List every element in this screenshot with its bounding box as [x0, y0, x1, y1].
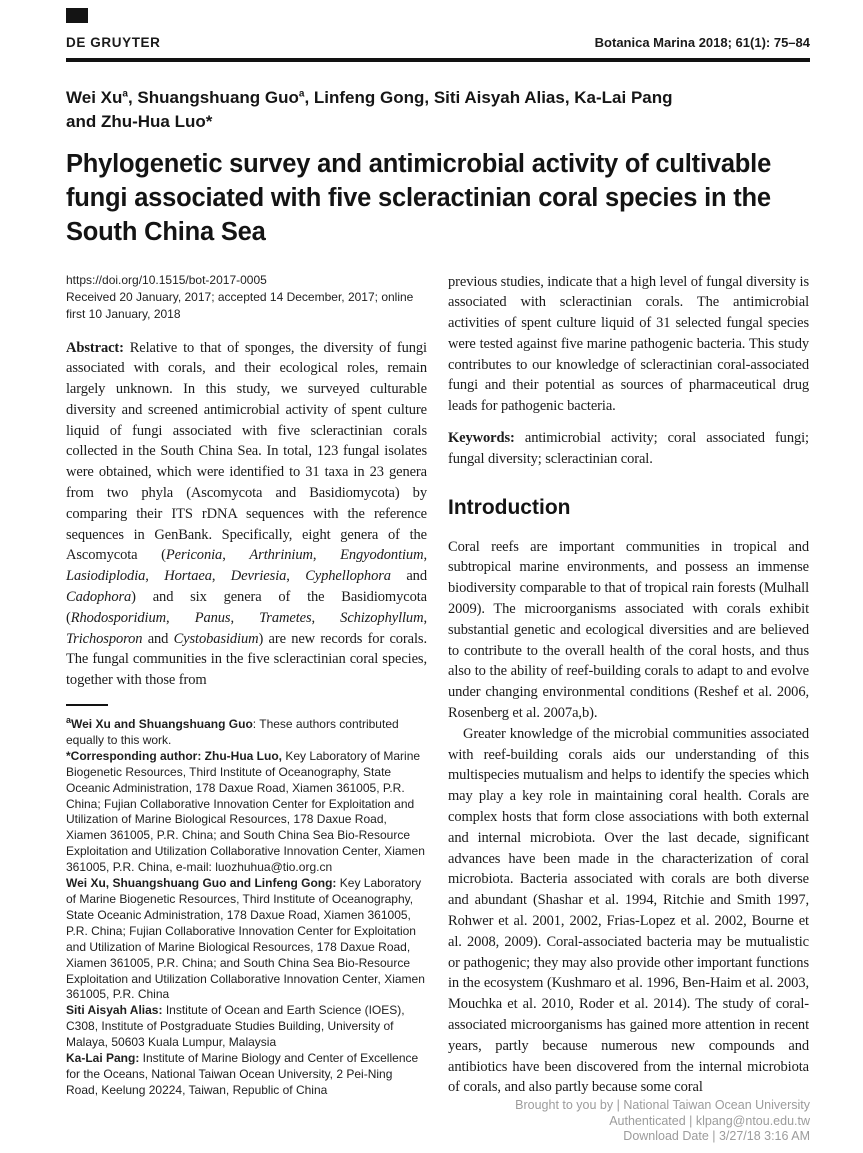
- stamp-authenticated-line: Authenticated | klpang@ntou.edu.tw: [609, 1113, 810, 1128]
- two-column-body: [66, 272, 810, 1099]
- footnote-affiliation-pang: Ka-Lai Pang: Institute of Marine Biology and Center of Excellence for the Oceans, National Taiwan Ocean University, 2 Pei-Ning Road, Keelung 20224, Taiwan, Republic of China: [66, 1051, 419, 1097]
- doi-block: [66, 272, 427, 323]
- section-heading-introduction: Introduction: [448, 495, 571, 519]
- footnote-affiliation-xu-guo-gong: Wei Xu, Shuangshuang Guo and Linfeng Gong: Key Laboratory of Marine Biogenetic Resources, Third Institute of Oceanography, State Oceanic Administration, 178 Daxue Road, Xiamen 361005, P.R. China; Fujian Collaborative Innovation Center for Exploitation and Utilization of Marine Biological Resources, 178 Daxue Road, Xiamen 361005, P.R. China; and South China Sea Bio-Resource Exploitation and Utilization Collaborative Innovation Center, Xiamen 361005, P.R. China: [66, 876, 425, 1002]
- doi-url: https://doi.org/10.1515/bot-2017-0005: [66, 272, 267, 287]
- article-first-page: [66, 0, 810, 1099]
- right-column: [448, 272, 809, 1099]
- article-title: Phylogenetic survey and antimicrobial activity of cultivable fungi associated with five scleractinian coral species in the South China Sea: [66, 149, 772, 246]
- stamp-provider-line: Brought to you by | National Taiwan Ocean University: [515, 1098, 810, 1112]
- journal-citation: Botanica Marina 2018; 61(1): 75–84: [594, 35, 810, 50]
- keywords-paragraph: Keywords: antimicrobial activity; coral associated fungi; fungal diversity; scleractinian coral.: [448, 430, 809, 467]
- authors-block: [66, 86, 810, 134]
- article-history: Received 20 January, 2017; accepted 14 December, 2017; online first 10 January, 2018: [66, 289, 414, 321]
- masthead: [66, 35, 810, 50]
- stamp-download-date-line: Download Date | 3/27/18 3:16 AM: [623, 1129, 810, 1143]
- introduction-paragraph-1: Coral reefs are important communities in tropical and subtropical marine environments, and possess an immense biodiversity comparable to that of tropical rain forests (Mulhall 2009). The microorganisms associated with corals exhibit substantial genetic and ecological diversities and are believed to contribute to the overall health of the coral hosts, and thus also to the ability of reef-building corals to adapt to and evolve under changing environmental conditions (Reshef et al. 2006, Rosenberg et al. 2007a,b).: [448, 538, 809, 722]
- footnote-equal-contribution: $^a$Wei Xu and Shuangshuang Guo: These authors contributed equally to this work.: [66, 715, 399, 747]
- abstract-continuation: previous studies, indicate that a high level of fungal diversity is associated with scleractinian corals. The antimicrobial activities of spent culture liquid of 31 selected fungal species were tested against five marine pathogenic bacteria. This study contributes to our knowledge of scleractinian coral-associated fungi and their potential as sources of pharmaceutical drug leads for pathogenic bacteria.: [448, 273, 809, 415]
- footnote-separator-rule: [66, 704, 108, 706]
- abstract-paragraph: Abstract: Relative to that of sponges, the diversity of fungi associated with corals, and their ecological roles, remain largely unknown. In this study, we surveyed culturable diversity and screened antimicrobial activity of spent culture liquid of fungi associated with five scleractinian corals collected in the South China Sea. In total, 123 fungal isolates were obtained, which were identified to 31 taxa in 23 genera from two phyla (Ascomycota and Basidiomycota) by comparing their ITS rDNA sequences with the reference sequences in GenBank. Specifically, eight genera of the Ascomycota (Periconia, Arthrinium, Engyodontium, Lasiodiplodia, Hortaea, Devriesia, Cyphellophora and Cadophora) and six genera of the Basidiomycota (Rhodosporidium, Panus, Trametes, Schizophyllum, Trichosporon and Cystobasidium) are new records for corals. The fungal communities in the five scleractinian coral species, together with those from: [66, 339, 427, 689]
- introduction-paragraph-2: Greater knowledge of the microbial communities associated with reef-building corals aids our understanding of this multispecies mutualism and helps to identify the species which may play a key role in maintaining coral health. Corals are complex hosts that form close associations with both external and internal microbiota. Over the last decade, significant advances have been made in the characterization of coral microbiota. Bacteria associated with corals are both diverse and abundant (Shashar et al. 1994, Ritchie and Smith 1997, Rohwer et al. 2001, 2002, Frias-Lopez et al. 2002, Bourne et al. 2008, 2009). Coral-associated bacteria may be mutualistic or pathogenic; they may also provide other important functions in the ecosystem (Kushmaro et al. 1996, Ben-Haim et al. 2003, Mouchka et al. 2010, Roder et al. 2014). The study of coral-associated microorganisms has gained more attention in recent years, partly because numerous new compounds and antibiotics have been discovered from the internal microbiota of corals, and also partly because some coral: [448, 725, 809, 1096]
- footnotes-block: [66, 713, 427, 1099]
- de-gruyter-logo-icon: [66, 8, 88, 23]
- left-column: [66, 272, 427, 1099]
- download-stamp: [515, 1098, 810, 1145]
- header-rule: [66, 58, 810, 62]
- authors-line-2: and Zhu-Hua Luo*: [66, 111, 213, 131]
- footnote-corresponding-author: *Corresponding author: Zhu-Hua Luo, Key Laboratory of Marine Biogenetic Resources, Third Institute of Oceanography, State Oceanic Administration, 178 Daxue Road, Xiamen 361005, P.R. China; Fujian Collaborative Innovation Center for Exploitation and Utilization of Marine Biological Resources, 178 Daxue Road, Xiamen 361005, P.R. China; and South China Sea Bio-Resource Exploitation and Utilization Collaborative Innovation Center, Xiamen 361005, P.R. China, e-mail: luozhuhua@tio.org.cn: [66, 748, 425, 875]
- publisher-name: DE GRUYTER: [66, 35, 161, 50]
- authors-line-1: Wei Xu$^a$, Shuangshuang Guo$^a$, Linfeng Gong, Siti Aisyah Alias, Ka-Lai Pang: [66, 87, 673, 107]
- footnote-affiliation-alias: Siti Aisyah Alias: Institute of Ocean and Earth Science (IOES), C308, Institute of Postgraduate Studies Building, University of Malaya, 50603 Kuala Lumpur, Malaysia: [66, 1003, 405, 1050]
